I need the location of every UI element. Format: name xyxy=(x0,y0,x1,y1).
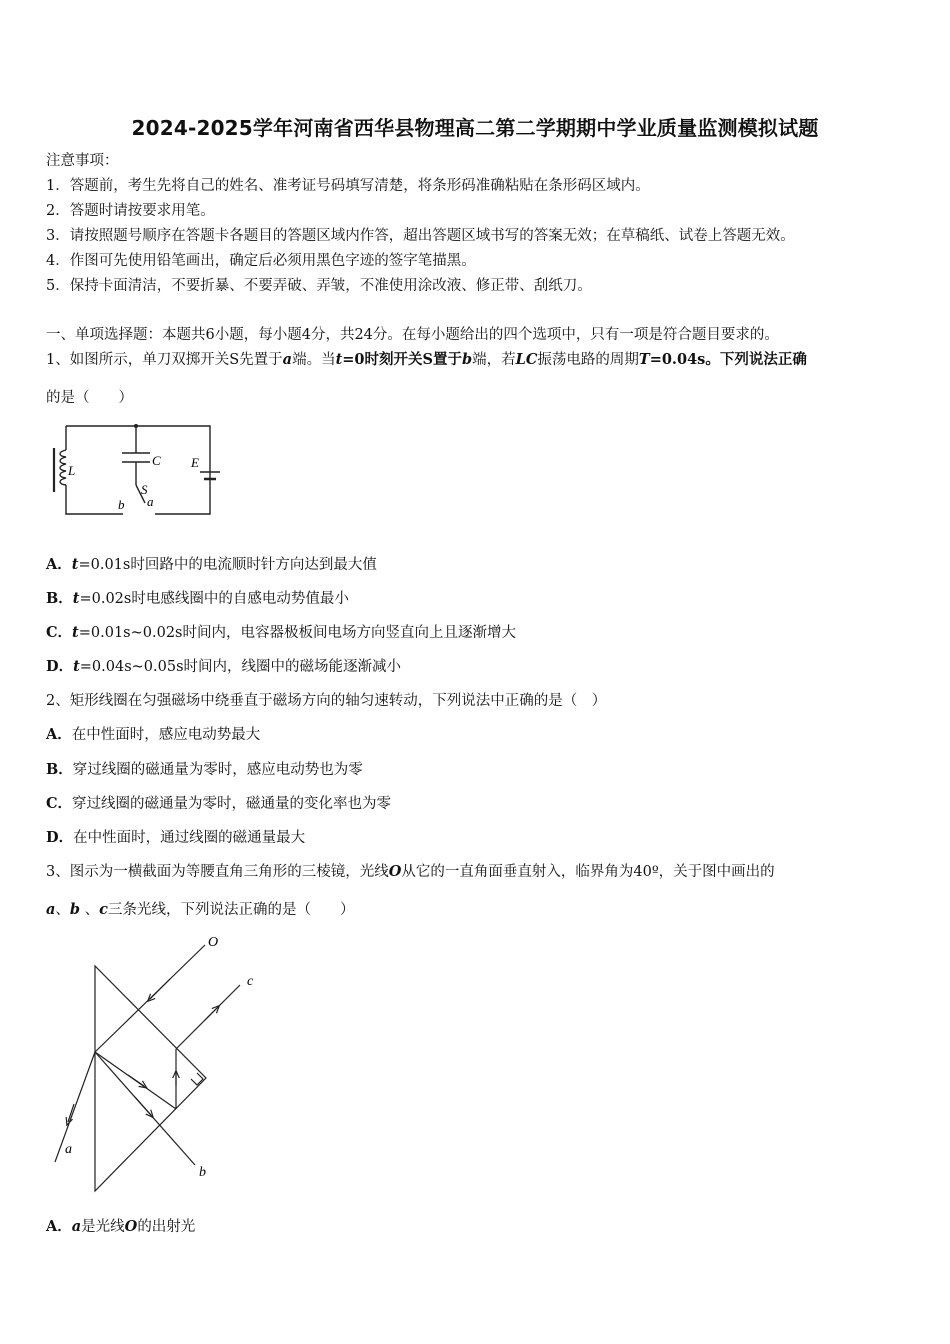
page-title: 2024-2025学年河南省西华县物理高二第二学期期中学业质量监测模拟试题 xyxy=(131,116,819,140)
q3-var-a: a xyxy=(46,901,56,918)
option-label: A． xyxy=(46,1218,72,1235)
label-L: L xyxy=(68,463,76,478)
q1-stem-text: =0时刻开关S置于 xyxy=(342,351,462,368)
ray-c-arrow xyxy=(205,1008,217,1020)
q3-stem-line1 xyxy=(46,862,775,882)
junction-dot xyxy=(134,424,138,428)
q1-stem-line1 xyxy=(46,350,807,370)
option-label: D． xyxy=(46,658,74,675)
label-S: S xyxy=(141,482,148,497)
q3-var-b: b xyxy=(69,901,81,918)
q2-option-b xyxy=(46,760,363,780)
option-var: t xyxy=(72,590,80,607)
q3-var-c: c xyxy=(99,901,108,918)
option-text: =0.01s~0.02s时间内，电容器极板间电场方向竖直向上且逐渐增大 xyxy=(78,625,516,641)
label-C: C xyxy=(152,453,161,468)
option-text: =0.02s时电感线圈中的自感电动势值最小 xyxy=(79,591,349,607)
option-text: =0.04s~0.05s时间内，线圈中的磁场能逐渐减小 xyxy=(79,659,402,675)
option-text: 的出射光 xyxy=(137,1219,196,1235)
option-var: t xyxy=(72,624,79,641)
ray-b-arrow xyxy=(135,1097,151,1115)
option-var: t xyxy=(71,556,79,573)
q2-option-c xyxy=(46,794,391,814)
q3-stem-text: 从它的一直角面垂直射入，临界角为40º，关于图中画出的 xyxy=(401,864,775,880)
circuit-wire xyxy=(66,485,123,514)
q3-stem-line2 xyxy=(46,900,355,920)
q1-option-a xyxy=(46,555,377,575)
ray-reflected-arrow xyxy=(128,1075,144,1086)
q1-stem-line2: 的是（ ） xyxy=(46,390,133,406)
notice-heading: 注意事项： xyxy=(46,153,119,169)
label-E: E xyxy=(191,455,199,470)
notice-item-4: 4．作图可先使用铅笔画出，确定后必须用黑色字迹的签字笔描黑。 xyxy=(46,253,476,269)
q3-option-a xyxy=(46,1217,195,1237)
label-O: O xyxy=(208,935,219,950)
option-label: B． xyxy=(46,590,73,607)
q1-var-lc: LC xyxy=(515,351,538,368)
option-text: =0.01s时回路中的电流顺时针方向达到最大值 xyxy=(78,557,377,573)
label-a: a xyxy=(147,494,154,509)
circuit-wire xyxy=(66,426,210,514)
option-text: 在中性面时，感应电动势最大 xyxy=(71,727,261,743)
q3-var-O: O xyxy=(388,863,402,880)
q2-option-d xyxy=(46,828,305,848)
label-c: c xyxy=(247,974,254,989)
q1-option-d xyxy=(46,657,401,677)
q2-stem: 2、矩形线圈在匀强磁场中绕垂直于磁场方向的轴匀速转动，下列说法中正确的是（ ） xyxy=(46,693,607,709)
q3-stem-text: 3、图示为一横截面为等腰直角三角形的三棱镜，光线 xyxy=(46,864,389,880)
option-var: a xyxy=(71,1218,82,1235)
label-b: b xyxy=(118,497,125,512)
q1-lc-circuit-figure xyxy=(48,415,228,523)
q1-var-a: a xyxy=(282,351,293,368)
section-1-heading: 一、单项选择题：本题共6小题，每小题4分，共24分。在每小题给出的四个选项中，只有一项是符合题目要求的。 xyxy=(46,327,779,343)
option-text: 是光线 xyxy=(81,1219,125,1235)
q1-stem-text: =0.04s。下列说法正确 xyxy=(649,351,807,368)
q1-var-t: t xyxy=(335,351,343,368)
option-var: t xyxy=(73,658,80,675)
q1-stem-text: 振荡电路的周期 xyxy=(537,352,639,368)
q1-stem-text: 端，若 xyxy=(472,352,516,368)
option-label: A． xyxy=(46,556,72,573)
option-label: B． xyxy=(46,761,73,778)
inductor-coil xyxy=(60,450,66,485)
q1-option-c xyxy=(46,623,516,643)
option-var: O xyxy=(124,1218,138,1235)
label-a: a xyxy=(65,1142,72,1157)
q2-option-a xyxy=(46,725,260,745)
option-label: D． xyxy=(46,829,74,846)
q3-prism-figure xyxy=(40,928,280,1198)
q3-stem-text: 、 xyxy=(55,902,70,918)
option-text: 在中性面时，通过线圈的磁通量最大 xyxy=(73,830,306,846)
option-label: A． xyxy=(46,726,72,743)
q1-var-b: b xyxy=(462,351,473,368)
option-label: C． xyxy=(46,624,73,641)
notice-item-1: 1．答题前，考生先将自己的姓名、准考证号码填写清楚，将条形码准确粘贴在条形码区域内。 xyxy=(46,178,650,194)
q3-stem-text: 三条光线，下列说法正确的是（ ） xyxy=(108,902,355,918)
option-text: 穿过线圈的磁通量为零时，感应电动势也为零 xyxy=(72,762,363,778)
label-b: b xyxy=(199,1165,206,1180)
ray-a xyxy=(55,1052,95,1162)
ray-O-arrow xyxy=(150,979,170,999)
notice-item-2: 2．答题时请按要求用笔。 xyxy=(46,203,215,219)
q3-stem-text: 、 xyxy=(80,902,100,918)
notice-item-5: 5．保持卡面清洁，不要折暴、不要弄破、弄皱，不准使用涂改液、修正带、刮纸刀。 xyxy=(46,278,592,294)
q1-option-b xyxy=(46,589,349,609)
q1-stem-text: 端。当 xyxy=(292,352,336,368)
prism-outline xyxy=(95,966,206,1191)
q1-var-T: T xyxy=(638,351,650,368)
notice-item-3: 3．请按照题号顺序在答题卡各题目的答题区域内作答，超出答题区域书写的答案无效；在草稿纸、试卷上答题无效。 xyxy=(46,228,795,244)
q1-stem-text: 1、如图所示，单刀双掷开关S先置于 xyxy=(46,352,283,368)
option-label: C． xyxy=(46,795,73,812)
option-text: 穿过线圈的磁通量为零时，磁通量的变化率也为零 xyxy=(72,796,392,812)
